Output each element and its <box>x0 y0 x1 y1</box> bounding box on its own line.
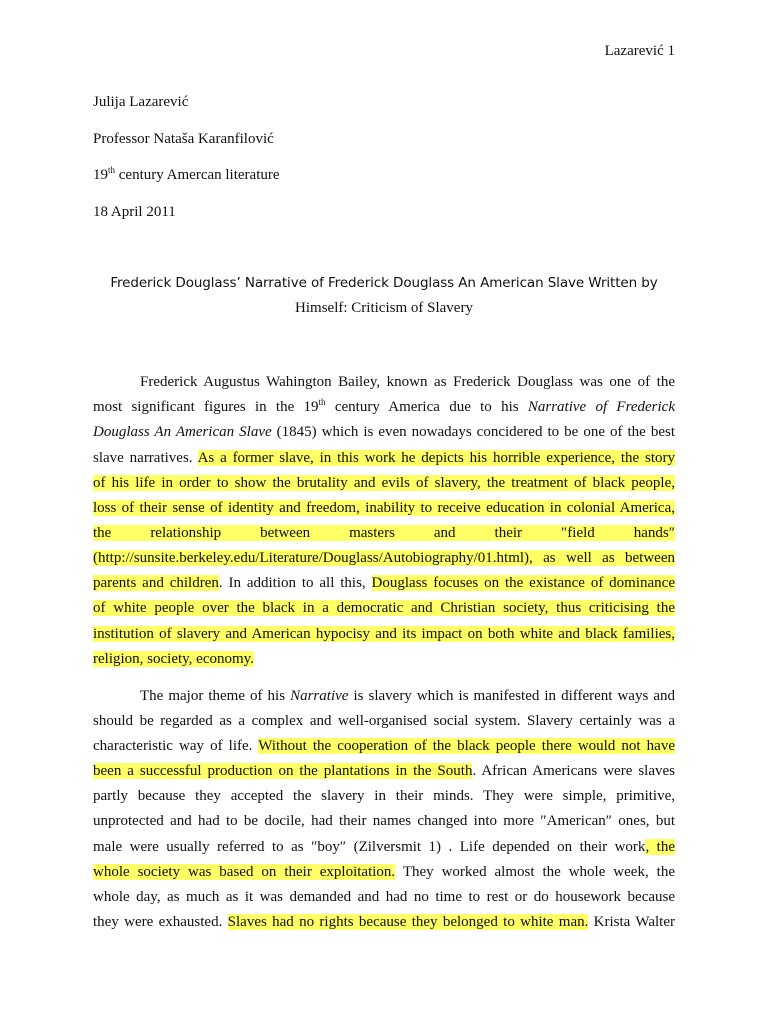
paragraph-2-line: characteristic way of life. Without the cooperation of the black people there would not have <box>93 738 675 754</box>
paper-date: 18 April 2011 <box>93 204 176 220</box>
paragraph-2-line: partly because they accepted the slavery in their minds. They were simple, primitive, <box>93 788 675 804</box>
paragraph-1-line <box>93 472 675 494</box>
running-head: Lazarević 1 <box>604 43 675 59</box>
paragraph-2-line: they were exhausted. Slaves had no rights because they belonged to white man. Krista Walter <box>93 914 675 930</box>
paragraph-1-line <box>93 522 675 544</box>
paper-title-line-2: Himself: Criticism of Slavery <box>295 300 473 316</box>
paragraph-2-line: whole society was based on their exploitation. They worked almost the whole week, the <box>93 864 675 880</box>
highlighted-text: (http://sunsite.berkeley.edu/Literature/Douglass/Autobiography/01.html), as well as between <box>93 550 675 566</box>
paper-title-line-1: Frederick Douglass’ Narrative of Frederick Douglass An American Slave Written by <box>110 275 658 291</box>
course-name: 19th century Amercan literature <box>93 165 280 183</box>
paragraph-2-line: should be regarded as a complex and well-organised social system. Slavery certainly was a <box>93 713 675 729</box>
highlighted-text: parents and children <box>93 575 219 591</box>
paragraph-1-line: slave narratives. As a former slave, in this work he depicts his horrible experience, the story <box>93 450 675 466</box>
paragraph-1-line <box>93 648 675 670</box>
highlighted-text: institution of slavery and American hypocisy and its impact on both white and black families, <box>93 626 675 642</box>
highlighted-text: Slaves had no rights because they belonged to white man. <box>227 914 589 930</box>
paragraph-1-line <box>93 597 675 619</box>
highlighted-text: As a former slave, in this work he depicts his horrible experience, the story <box>197 450 675 466</box>
highlighted-text: , the <box>645 839 675 855</box>
author-name: Julija Lazarević <box>93 94 189 110</box>
highlighted-text: loss of their sense of identity and freedom, inability to receive education in colonial America, <box>93 500 675 516</box>
paragraph-2-line: been a successful production on the plantations in the South. African Americans were slaves <box>93 763 675 779</box>
highlighted-text: been a successful production on the plantations in the South <box>93 763 473 779</box>
paragraph-1-line: Frederick Augustus Wahington Bailey, known as Frederick Douglass was one of the <box>140 374 675 390</box>
paragraph-2-line: male were usually referred to as ″boy″ (Zilversmit 1) . Life depended on their work, the <box>93 839 675 855</box>
paragraph-2-line: unprotected and had to be docile, had their names changed into more ″American″ ones, but <box>93 813 675 829</box>
highlighted-text: Douglass focuses on the existance of dominance <box>371 575 675 591</box>
professor-name: Professor Nataša Karanfilović <box>93 131 274 147</box>
paragraph-1-line <box>93 497 675 519</box>
paragraph-1-line: most significant figures in the 19th century America due to his Narrative of Frederick <box>93 397 675 415</box>
paragraph-1-line <box>93 623 675 645</box>
paragraph-1-line: parents and children. In addition to all this, Douglass focuses on the existance of dominance <box>93 575 675 591</box>
paragraph-2-line: The major theme of his Narrative is slavery which is manifested in different ways and <box>140 688 675 704</box>
paragraph-2-line: whole day, as much as it was demanded and had no time to rest or do housework because <box>93 889 675 905</box>
highlighted-text: religion, society, economy. <box>93 651 254 667</box>
highlighted-text: the relationship between masters and their ″field hands″ <box>93 525 675 541</box>
paragraph-1-line: Douglass An American Slave (1845) which is even nowadays concidered to be one of the best <box>93 424 676 440</box>
highlighted-text: of his life in order to show the brutality and evils of slavery, the treatment of black people, <box>93 475 675 491</box>
highlighted-text: of white people over the black in a democratic and Christian society, thus criticising the <box>93 600 675 616</box>
paragraph-1-line <box>93 547 675 569</box>
highlighted-text: whole society was based on their exploitation. <box>93 864 396 880</box>
highlighted-text: Without the cooperation of the black people there would not have <box>258 738 675 754</box>
